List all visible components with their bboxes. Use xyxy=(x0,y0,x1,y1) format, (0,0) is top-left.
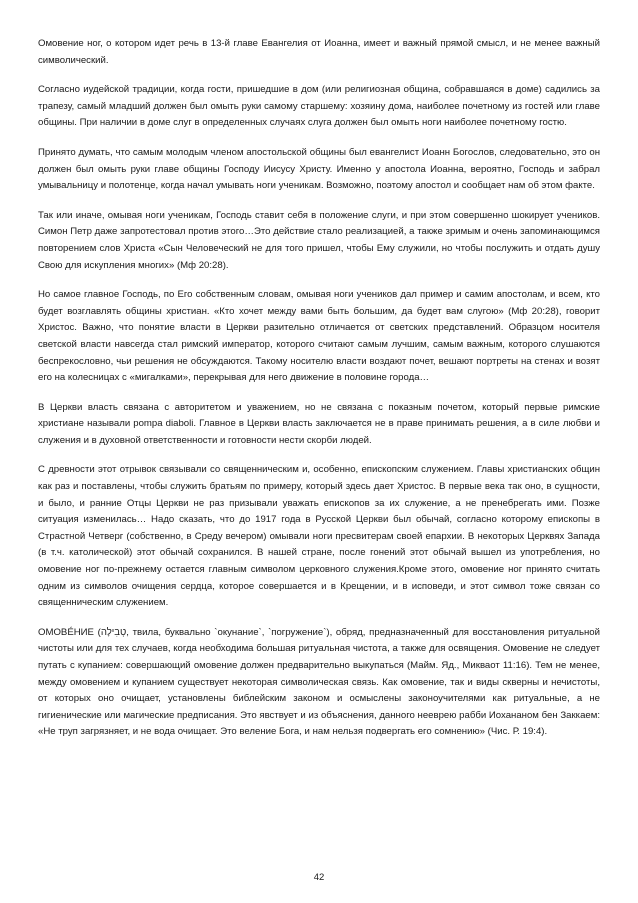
document-body xyxy=(38,36,600,754)
page-number: 42 xyxy=(313,872,325,883)
paragraph-6: В Церкви власть связана с авторитетом и уважением, но не связана с показным почетом, который первые римские христиане называли pompa diaboli. Главное в Церкви власть заключается не в праве принимать решения, а в силе любви и служения и в духовной ответственности и готовности нести скорби людей. xyxy=(38,401,600,446)
paragraph-7: С древности этот отрывок связывали со священническим и, особенно, епископским служением. Главы христианских общин как раз и поставлены, чтобы служить братьям по примеру, который здесь дает Христос. В первые века так оно, в сущности, и было, и ранние Отцы Церкви не раз призывали уважать епископов за их служение, а не пренебрегать ими. Позже ситуация изменилась… Надо сказать, что до 1917 года в Русской Церкви был обычай, согласно которому епископы в Страстной Четверг (собственно, в Среду вечером) омывали ноги пресвитерам своей епархии. В некоторых Церквях Запада (в т.ч. католической) этот обычай сохранился. В нашей стране, после гонений этот обычай вышел из употребления, но омовение ног по-прежнему остается главным символом церковного служения.Кроме этого, омовение ног принято считать одним из символов очищения сердца, которое совершается и в Крещении, и в исповеди, и этот символ тоже связан со священническим служением. xyxy=(38,464,600,609)
paragraph-4: Так или иначе, омывая ноги ученикам, Господь ставит себя в положение слуги, и при этом совершенно шокирует учеников. Симон Петр даже запротестовал против этого…Это действие стало реализацией, а также зримым и очень запоминающимся повторением слов Христа «Сын Человеческий не для того пришел, чтобы Ему служили, но чтобы послужить и отдать душу Свою для искупления многих» (Мф 20:28). xyxy=(38,209,600,271)
paragraph-3: Принято думать, что самым молодым членом апостольской общины был евангелист Иоанн Богослов, следовательно, это он должен был омыть руки главе общины Господу Иисусу Христу. Именно у апостола Иоанна, вероятно, Господь и забрал умывальницу и полотенце, когда начал умывать ноги ученикам. Возможно, поэтому апостол и сообщает нам об этом факте. xyxy=(38,146,600,192)
paragraph-2: Согласно иудейской традиции, когда гости, пришедшие в дом (или религиозная община, собравшаяся в доме) садились за трапезу, самый младший должен был омыть руки самому старшему: хозяину дома, наиболее почетному из гостей или главе общины. При наличии в доме слуг в определенных случаях слуга должен был омыть ноги наиболее почетному гостю. xyxy=(38,84,600,129)
paragraph-1: Омовение ног, о котором идет речь в 13-й главе Евангелия от Иоанна, имеет и важный прямой смысл, и не менее важный символический. xyxy=(38,38,600,66)
paragraph-8: ОМОВЕ́НИЕ (טְבִילָה, твила, буквально `окунание`, `погружение`), обряд, предназначенный для восстановления ритуальной чистоты или для тех случаев, когда необходима большая ритуальная чистота, а также для освящения. Омовение не следует путать с купанием: совершающий омовение должен предварительно выкупаться (Майм. Яд., Микваот 11:16). Тем не менее, между омовением и купанием существует некоторая символическая связь. Как омовение, так и виды скверны и нечистоты, от которых оно очищает, установлены библейским законом и осмыслены законоучителями как ритуальные, а не гигиенические или магические предписания. Это явствует и из объяснения, данного нееврею рабби Иохананом бен Заккаем: «Не труп загрязняет, и не вода очищает. Это веление Бога, и нам нельзя подвергать его сомнению» (Чис. Р. 19:4). xyxy=(38,626,600,738)
paragraph-5: Но самое главное Господь, по Его собственным словам, омывая ноги учеников дал пример и самим апостолам, и всем, кто будет возглавлять общины христиан. «Кто хочет между вами быть большим, да будет вам слугою» (Мф 20:28), говорит Христос. Важно, что понятие власти в Церкви разительно отличается от светских представлений. Образцом носителя светской власти навсегда стал римский император, которого считают самым лучшим, самым важным, которого слушаются беспрекословно, чьи решения не обсуждаются. Такому носителю власти воздают почет, вешают портреты на стенах и возят его на колесницах с «мигалками», перекрывая для него движение в половине города… xyxy=(38,289,600,384)
